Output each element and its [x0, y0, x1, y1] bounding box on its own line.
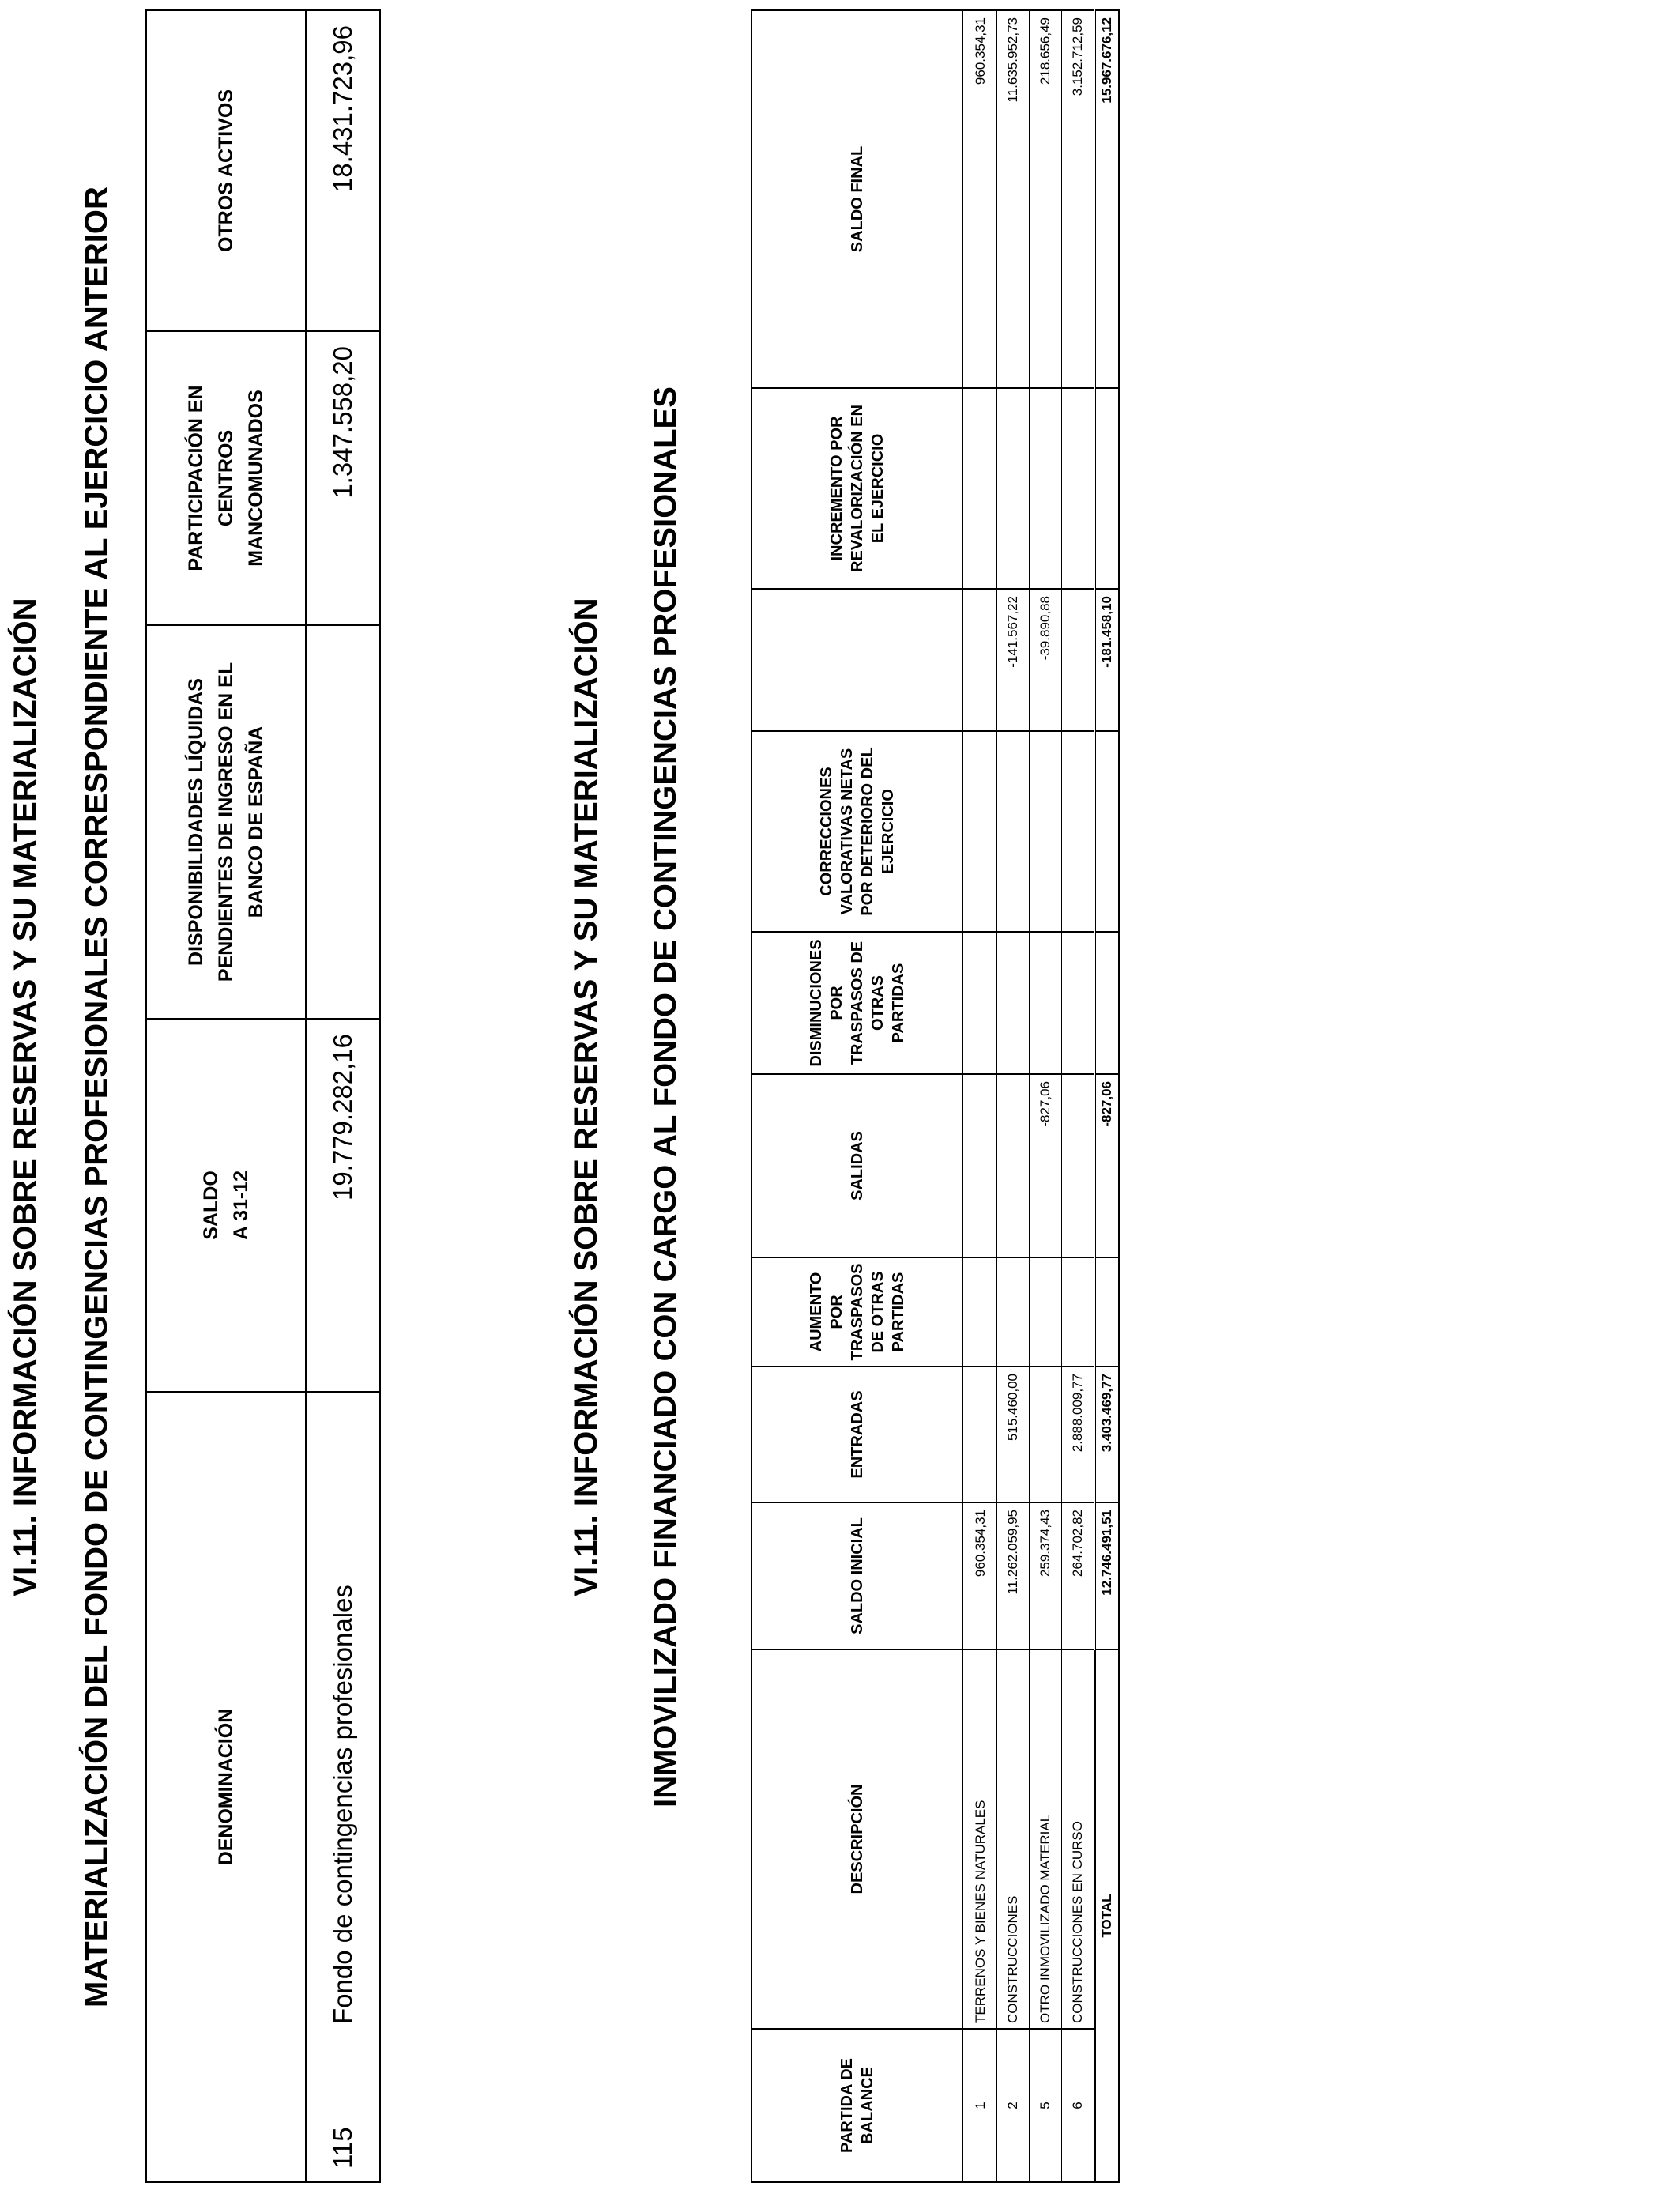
total-aumento: [1095, 1257, 1120, 1367]
cell-correcciones: [1030, 731, 1062, 932]
table-row: [306, 10, 380, 2182]
cell-saldo-final: 218.656,49: [1030, 10, 1062, 388]
cell-salidas: -827,06: [1030, 1074, 1062, 1257]
cell-incremento: [1062, 388, 1095, 589]
header-salidas: SALIDAS: [751, 1074, 962, 1257]
header-participacion: PARTICIPACIÓN EN CENTROS MANCOMUNADOS: [146, 331, 306, 625]
cell-descripcion: CONSTRUCCIONES EN CURSO: [1062, 1649, 1095, 2029]
cell-salidas: [1062, 1074, 1095, 1257]
materializacion-title: MATERIALIZACIÓN DEL FONDO DE CONTINGENCIAS PROFESIONALES CORRESPONDIENTE AL EJERCICIO ANTERIOR: [79, 187, 114, 2007]
table-row: [962, 10, 997, 2182]
header-saldo: [146, 1019, 306, 1392]
row-otros-activos: 18.431.723,96: [306, 10, 380, 331]
cell-disminuciones: [962, 932, 997, 1074]
cell-correcciones: [1062, 731, 1095, 932]
cell-entradas: 515.460,00: [997, 1367, 1030, 1502]
row-disponibilidades: [306, 625, 380, 1019]
cell-blank: -39.890,88: [1030, 589, 1062, 731]
header-entradas: ENTRADAS: [751, 1367, 962, 1502]
cell-incremento: [997, 388, 1030, 589]
header-blank: [751, 589, 962, 731]
header-aumento: AUMENTO POR TRASPASOS DE OTRAS PARTIDAS: [751, 1257, 962, 1367]
header-correcciones: CORRECCIONES VALORATIVAS NETAS POR DETERIORO DEL EJERCICIO: [751, 731, 962, 932]
cell-aumento: [1062, 1257, 1095, 1367]
cell-partida: 2: [997, 2029, 1030, 2182]
header-denominacion: DENOMINACIÓN: [146, 1392, 306, 2182]
cell-disminuciones: [1062, 932, 1095, 1074]
cell-disminuciones: [997, 932, 1030, 1074]
cell-salidas: [997, 1074, 1030, 1257]
cell-saldo-final: 3.152.712,59: [1062, 10, 1095, 388]
cell-incremento: [962, 388, 997, 589]
cell-descripcion: TERRENOS Y BIENES NATURALES: [962, 1649, 997, 2029]
cell-saldo-inicial: 960.354,31: [962, 1502, 997, 1649]
header-saldo-line1: SALDO: [200, 1171, 222, 1240]
total-disminuciones: [1095, 932, 1120, 1074]
header-partida: PARTIDA DE BALANCE: [751, 2029, 962, 2182]
total-blank: -181.458,10: [1095, 589, 1120, 731]
total-label: TOTAL: [1095, 1649, 1120, 2182]
cell-partida: 6: [1062, 2029, 1095, 2182]
materializacion-table: [145, 9, 381, 2183]
row-saldo: 19.779.282,16: [306, 1019, 380, 1392]
section-title-bottom: VI.11. INFORMACIÓN SOBRE RESERVAS Y SU MATERIALIZACIÓN: [569, 598, 604, 1596]
cell-entradas: [962, 1367, 997, 1502]
section-title-top: VI.11. INFORMACIÓN SOBRE RESERVAS Y SU MATERIALIZACIÓN: [8, 598, 43, 1596]
table-row: [1062, 10, 1095, 2182]
header-saldo-line2: A 31-12: [230, 1170, 252, 1240]
cell-blank: [962, 589, 997, 731]
cell-salidas: [962, 1074, 997, 1257]
header-saldo-inicial: SALDO INICIAL: [751, 1502, 962, 1649]
table-row: [1030, 10, 1062, 2182]
cell-entradas: [1030, 1367, 1062, 1502]
cell-blank: -141.567,22: [997, 589, 1030, 731]
cell-saldo-inicial: 11.262.059,95: [997, 1502, 1030, 1649]
row-label: Fondo de contingencias profesionales: [306, 1392, 380, 2029]
cell-correcciones: [997, 731, 1030, 932]
header-descripcion: DESCRIPCIÓN: [751, 1649, 962, 2029]
cell-descripcion: CONSTRUCCIONES: [997, 1649, 1030, 2029]
header-otros-activos: OTROS ACTIVOS: [146, 10, 306, 331]
header-disminuciones: DISMINUCIONES POR TRASPASOS DE OTRAS PARTIDAS: [751, 932, 962, 1074]
cell-saldo-final: 11.635.952,73: [997, 10, 1030, 388]
header-saldo-final: SALDO FINAL: [751, 10, 962, 388]
cell-correcciones: [962, 731, 997, 932]
total-incremento: [1095, 388, 1120, 589]
inmovilizado-table: [751, 9, 1120, 2183]
row-participacion: 1.347.558,20: [306, 331, 380, 625]
cell-descripcion: OTRO INMOVILIZADO MATERIAL: [1030, 1649, 1062, 2029]
total-saldo-final: 15.967.676,12: [1095, 10, 1120, 388]
cell-aumento: [962, 1257, 997, 1367]
total-entradas: 3.403.469,77: [1095, 1367, 1120, 1502]
header-incremento: INCREMENTO POR REVALORIZACIÓN EN EL EJERCICIO: [751, 388, 962, 589]
inmovilizado-title: INMOVILIZADO FINANCIADO CON CARGO AL FONDO DE CONTINGENCIAS PROFESIONALES: [648, 386, 683, 1808]
cell-entradas: 2.888.009,77: [1062, 1367, 1095, 1502]
cell-aumento: [1030, 1257, 1062, 1367]
cell-disminuciones: [1030, 932, 1062, 1074]
row-code: 115: [306, 2029, 380, 2182]
total-correcciones: [1095, 731, 1120, 932]
total-row: [1095, 10, 1120, 2182]
cell-incremento: [1030, 388, 1062, 589]
cell-partida: 1: [962, 2029, 997, 2182]
header-disponibilidades: DISPONIBILIDADES LÍQUIDAS PENDIENTES DE INGRESO EN EL BANCO DE ESPAÑA: [146, 625, 306, 1019]
cell-partida: 5: [1030, 2029, 1062, 2182]
cell-saldo-inicial: 264.702,82: [1062, 1502, 1095, 1649]
table-row: [997, 10, 1030, 2182]
total-salidas: -827,06: [1095, 1074, 1120, 1257]
cell-blank: [1062, 589, 1095, 731]
cell-aumento: [997, 1257, 1030, 1367]
total-saldo-inicial: 12.746.491,51: [1095, 1502, 1120, 1649]
cell-saldo-inicial: 259.374,43: [1030, 1502, 1062, 1649]
cell-saldo-final: 960.354,31: [962, 10, 997, 388]
